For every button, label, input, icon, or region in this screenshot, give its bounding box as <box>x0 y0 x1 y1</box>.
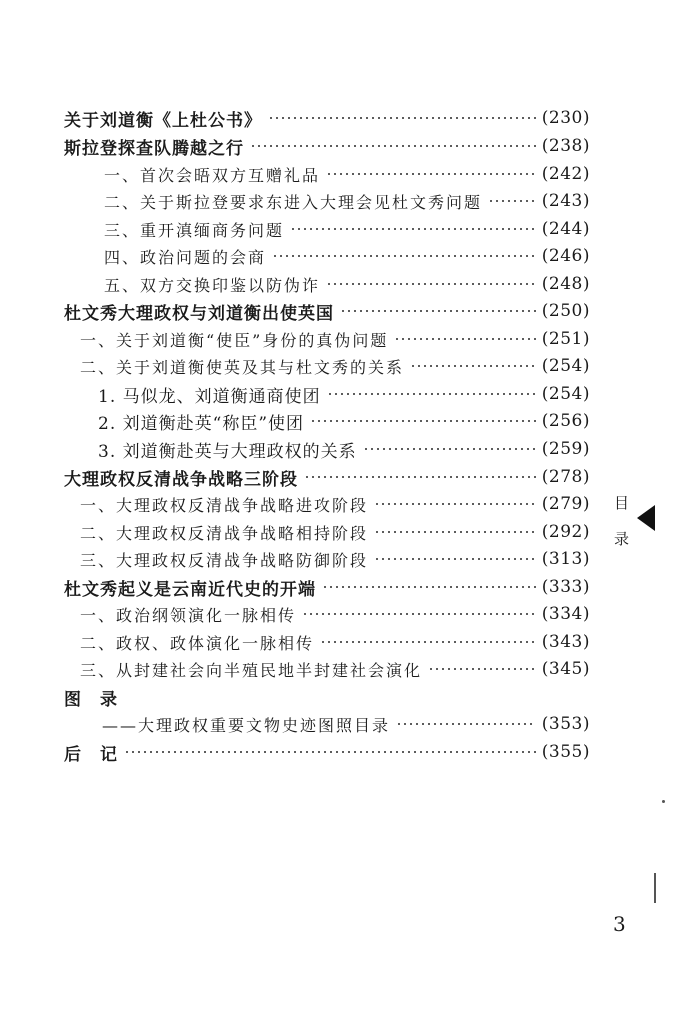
toc-dot-leader <box>394 338 535 340</box>
toc-entry-title: 一、大理政权反清战争战略进攻阶段 <box>80 495 369 515</box>
toc-entry-title: 三、大理政权反清战争战略防御阶段 <box>80 550 369 570</box>
toc-entry[interactable] <box>104 188 590 214</box>
toc-dot-leader <box>428 668 536 670</box>
toc-entry[interactable] <box>64 574 590 600</box>
toc-entry-page: (230) <box>541 108 590 128</box>
toc-entry[interactable] <box>104 161 590 187</box>
triangle-marker-icon <box>637 505 655 531</box>
toc-entry[interactable] <box>80 601 590 627</box>
toc-entry[interactable] <box>64 464 590 490</box>
toc-entry[interactable] <box>80 353 590 379</box>
toc-entry-page: (251) <box>541 329 590 349</box>
toc-entry-title: 3. 刘道衡赴英与大理政权的关系 <box>98 441 357 462</box>
toc-entry-title: 二、关于斯拉登要求东进入大理会见杜文秀问题 <box>104 192 483 212</box>
toc-dot-leader <box>250 145 536 147</box>
toc-entry[interactable] <box>64 133 590 159</box>
toc-dot-leader <box>374 531 536 533</box>
toc-entry-title: 杜文秀大理政权与刘道衡出使英国 <box>64 303 334 324</box>
toc-dot-leader <box>326 173 536 175</box>
toc-dot-leader <box>322 586 536 588</box>
toc-dot-leader <box>124 751 536 753</box>
toc-entry[interactable] <box>80 629 590 655</box>
toc-dot-leader <box>374 503 536 505</box>
toc-entry-page: (353) <box>541 714 590 734</box>
toc-entry-title: 五、双方交换印鉴以防伪诈 <box>104 275 321 295</box>
toc-dot-leader <box>327 393 536 395</box>
toc-entry[interactable] <box>80 519 590 545</box>
toc-entry-title: 一、首次会晤双方互赠礼品 <box>104 165 321 185</box>
toc-entry[interactable] <box>104 243 590 269</box>
toc-entry[interactable] <box>80 656 590 682</box>
toc-entry[interactable] <box>64 684 590 710</box>
toc-dot-leader <box>340 310 536 312</box>
toc-entry-title: 斯拉登探查队腾越之行 <box>64 138 244 159</box>
toc-entry-page: (242) <box>541 164 590 184</box>
toc-entry-page: (343) <box>541 632 590 652</box>
toc-entry[interactable] <box>80 491 590 517</box>
toc-entry-page: (313) <box>541 549 590 569</box>
toc-entry-title: 三、从封建社会向半殖民地半封建社会演化 <box>80 660 423 680</box>
page-number: 3 <box>613 912 626 936</box>
toc-entry-title: 二、大理政权反清战争战略相持阶段 <box>80 523 369 543</box>
toc-entry-title: ——大理政权重要文物史迹图照目录 <box>102 715 391 735</box>
toc-entry-title: 大理政权反清战争战略三阶段 <box>64 469 298 490</box>
toc-entry-page: (250) <box>541 301 590 321</box>
toc-entry-title: 图 录 <box>64 689 118 710</box>
side-tab-char-lu: 录 <box>614 530 630 548</box>
toc-entry[interactable] <box>80 326 590 352</box>
side-tab-char-mu: 目 <box>614 494 630 512</box>
toc-entry-title: 2. 刘道衡赴英“称臣”使团 <box>98 413 305 434</box>
toc-entry-title: 二、关于刘道衡使英及其与杜文秀的关系 <box>80 357 405 377</box>
toc-entry[interactable] <box>64 739 590 765</box>
toc-entry-page: (254) <box>541 356 590 376</box>
toc-dot-leader <box>304 476 536 478</box>
toc-dot-leader <box>363 448 536 450</box>
toc-entry-page: (278) <box>541 467 590 487</box>
toc-dot-leader <box>374 558 536 560</box>
toc-entry-title: 四、政治问题的会商 <box>104 247 267 267</box>
toc-entry[interactable] <box>104 216 590 242</box>
toc-entry-title: 一、关于刘道衡“使臣”身份的真伪问题 <box>80 330 389 350</box>
toc-dot-leader <box>396 723 536 725</box>
toc-entry-page: (246) <box>541 246 590 266</box>
toc-dot-leader <box>410 365 536 367</box>
toc-entry[interactable] <box>104 271 590 297</box>
toc-entry-page: (248) <box>541 274 590 294</box>
toc-entry-page: (254) <box>541 384 590 404</box>
toc-entry-page: (243) <box>541 191 590 211</box>
scan-artifact-line <box>654 873 656 903</box>
toc-entry-page: (334) <box>541 604 590 624</box>
toc-dot-leader <box>268 117 536 119</box>
toc-entry-page: (256) <box>541 411 590 431</box>
toc-entry-page: (238) <box>541 136 590 156</box>
toc-entry[interactable] <box>80 546 590 572</box>
toc-entry[interactable] <box>98 436 590 462</box>
toc-dot-leader <box>290 228 536 230</box>
toc-entry-page: (279) <box>541 494 590 514</box>
toc-entry-title: 一、政治纲领演化一脉相传 <box>80 605 297 625</box>
toc-dot-leader <box>310 420 536 422</box>
toc-entry-page: (292) <box>541 522 590 542</box>
toc-entry-title: 二、政权、政体演化一脉相传 <box>80 633 315 653</box>
toc-dot-leader <box>488 200 536 202</box>
toc-entry-title: 关于刘道衡《上杜公书》 <box>64 110 262 131</box>
toc-entry-page: (259) <box>541 439 590 459</box>
toc-entry-title: 后 记 <box>64 744 118 765</box>
toc-entry-title: 三、重开滇缅商务问题 <box>104 220 285 240</box>
toc-entry-page: (345) <box>541 659 590 679</box>
toc-dot-leader <box>326 283 536 285</box>
toc-dot-leader <box>302 613 536 615</box>
toc-entry[interactable] <box>64 105 590 131</box>
toc-entry[interactable] <box>102 711 590 737</box>
toc-entry[interactable] <box>98 408 590 434</box>
toc-entry-title: 杜文秀起义是云南近代史的开端 <box>64 579 316 600</box>
toc-dot-leader <box>320 641 536 643</box>
toc-entry-page: (355) <box>541 742 590 762</box>
toc-dot-leader <box>272 255 536 257</box>
toc-entry-page: (244) <box>541 219 590 239</box>
toc-entry[interactable] <box>64 298 590 324</box>
toc-entry-page: (333) <box>541 577 590 597</box>
toc-entry-title: 1. 马似龙、刘道衡通商使团 <box>98 386 321 407</box>
scan-artifact-dot <box>662 800 665 803</box>
toc-entry[interactable] <box>98 381 590 407</box>
